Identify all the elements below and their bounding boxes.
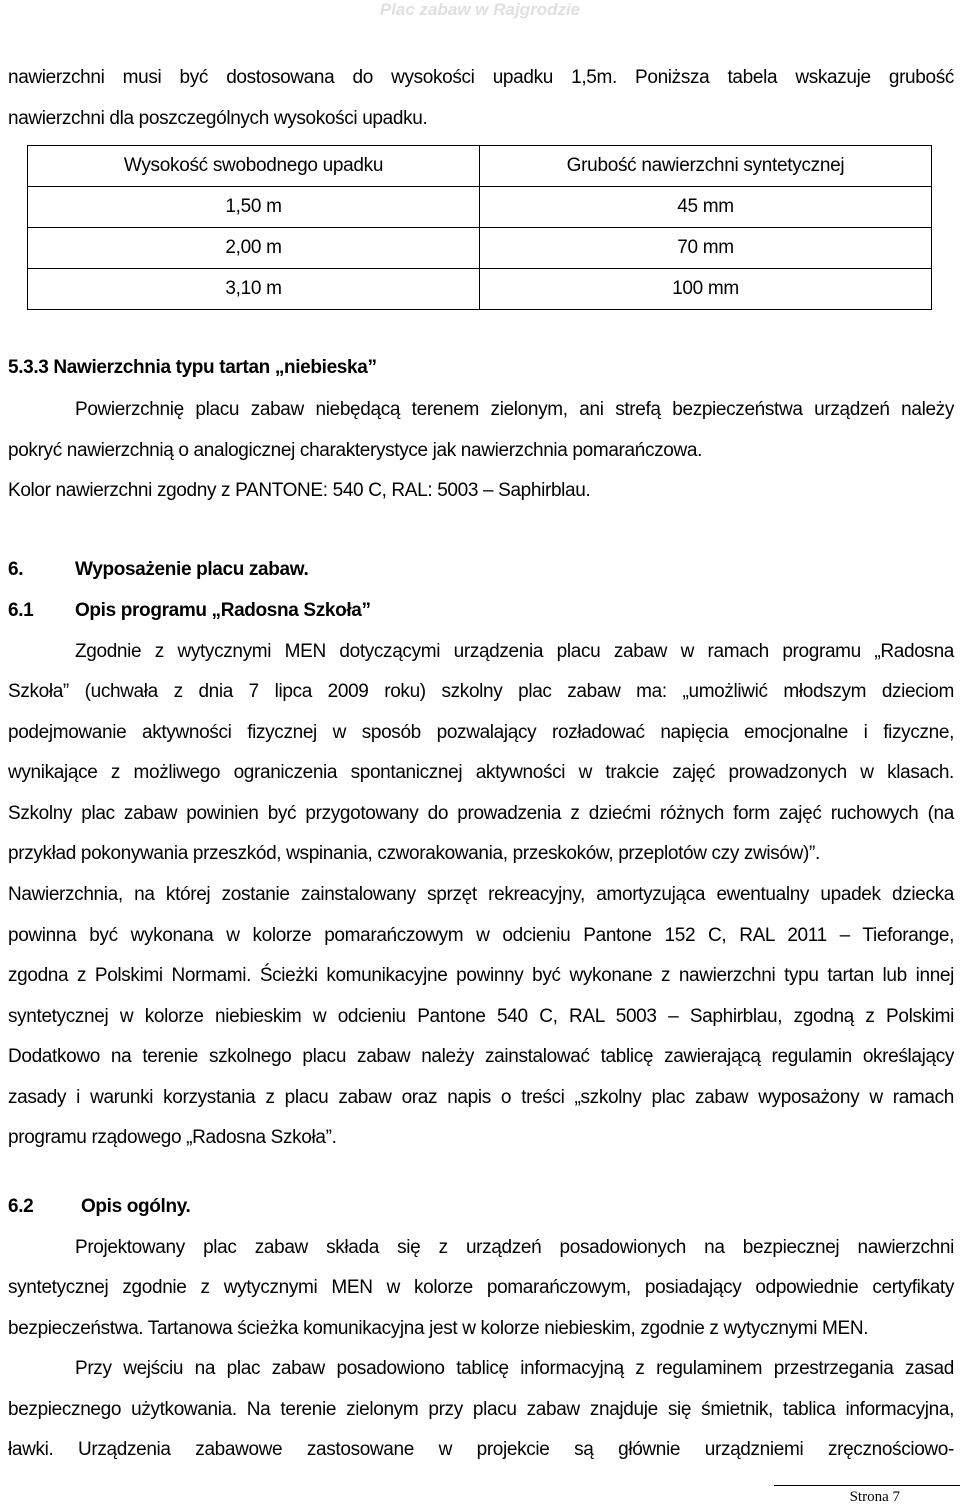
section-6-2-number: 6.2 xyxy=(8,1196,34,1217)
section-6-1-line: Zgodnie z wytycznymi MEN dotyczącymi urządzenia placu zabaw w ramach programu „Radosna xyxy=(75,641,954,662)
section-6-title: Wyposażenie placu zabaw. xyxy=(75,559,309,580)
section-6-1-line: podejmowanie aktywności fizycznej w sposób pozwalający rozładować napięcia emocjonalne i fizyczne, xyxy=(8,722,954,743)
table-cell: 2,00 m xyxy=(28,228,480,269)
section-6-number: 6. xyxy=(8,559,24,580)
table-row xyxy=(28,228,932,269)
section-5-3-3-line-1: Powierzchnię placu zabaw niebędącą terenem zielonym, ani strefą bezpieczeństwa urządzeń należy xyxy=(75,399,954,420)
section-6-2-heading xyxy=(8,1186,954,1227)
section-6-1-line: Szkolny plac zabaw powinien być przygotowany do prowadzenia z dziećmi różnych form zajęć ruchowych (na xyxy=(8,803,954,824)
table-cell: 45 mm xyxy=(480,187,932,228)
section-6-2-title: Opis ogólny. xyxy=(81,1196,191,1217)
section-5-3-3-line-2: pokryć nawierzchnią o analogicznej charakterystyce jak nawierzchnia pomarańczowa. xyxy=(8,440,703,461)
section-5-3-3-heading: 5.3.3 Nawierzchnia typu tartan „niebieska” xyxy=(8,357,377,378)
section-6-1-title: Opis programu „Radosna Szkoła” xyxy=(75,600,371,621)
page-number: Strona 7 xyxy=(849,1489,900,1505)
table-header-row xyxy=(28,146,932,187)
section-6-2-line: Projektowany plac zabaw składa się z urządzeń posadowionych na bezpiecznej nawierzchni xyxy=(75,1237,954,1258)
section-6-1-line: wynikające z możliwego ograniczenia spontanicznej aktywności w trakcie zajęć prowadzonych w klasach. xyxy=(8,762,954,783)
table-row xyxy=(28,187,932,228)
section-6-1-line: Szkoła” (uchwała z dnia 7 lipca 2009 roku) szkolny plac zabaw ma: „umożliwić młodszym dzieciom xyxy=(8,681,954,702)
section-6-1-line: zgodna z Polskimi Normami. Ścieżki komunikacyjne powinny być wykonane z nawierzchni typu tartan lub innej xyxy=(8,965,954,986)
section-6-1-number: 6.1 xyxy=(8,600,34,621)
section-6-2-line: bezpiecznego użytkowania. Na terenie zielonym przy placu zabaw znajduje się śmietnik, tablica informacyjna, xyxy=(8,1399,954,1420)
intro-line-2: nawierzchni dla poszczególnych wysokości upadku. xyxy=(8,108,428,129)
section-6-1-line: programu rządowego „Radosna Szkoła”. xyxy=(8,1127,337,1148)
table-row xyxy=(28,269,932,310)
table-header-cell: Wysokość swobodnego upadku xyxy=(28,146,480,187)
section-6-1-line: Dodatkowo na terenie szkolnego placu zabaw należy zainstalować tablicę zawierającą regulamin określający xyxy=(8,1046,954,1067)
footer-divider xyxy=(774,1485,960,1486)
running-header: Plac zabaw w Rajgrodzie xyxy=(379,0,581,19)
section-6-2-line: Przy wejściu na plac zabaw posadowiono tablicę informacyjną z regulaminem przestrzegania zasad xyxy=(75,1358,954,1379)
section-6-1-line: Nawierzchnia, na której zostanie zainstalowany sprzęt rekreacyjny, amortyzująca ewentualny upadek dziecka xyxy=(8,884,954,905)
section-6-1-line: zasady i warunki korzystania z placu zabaw oraz napis o treści „szkolny plac zabaw wyposażony w ramach xyxy=(8,1087,954,1108)
section-6-1-line: syntetycznej w kolorze niebieskim w odcieniu Pantone 540 C, RAL 5003 – Saphirblau, zgodną z Polskimi xyxy=(8,1006,954,1027)
section-6-heading xyxy=(8,549,954,590)
section-5-3-3-line-3: Kolor nawierzchni zgodny z PANTONE: 540 C, RAL: 5003 – Saphirblau. xyxy=(8,480,591,501)
table-header-cell: Grubość nawierzchni syntetycznej xyxy=(480,146,932,187)
section-6-1-heading xyxy=(8,590,954,631)
section-6-2-line: syntetycznej zgodnie z wytycznymi MEN w kolorze pomarańczowym, posiadający odpowiednie certyfikaty xyxy=(8,1277,954,1298)
table-cell: 70 mm xyxy=(480,228,932,269)
section-6-2-line: bezpieczeństwa. Tartanowa ścieżka komunikacyjna jest w kolorze niebieskim, zgodnie z wytycznymi MEN. xyxy=(8,1318,869,1339)
section-6-1-line: przykład pokonywania przeszkód, wspinania, czworakowania, przeskoków, przeplotów czy zwisów)”. xyxy=(8,843,820,864)
table-cell: 1,50 m xyxy=(28,187,480,228)
intro-line-1: nawierzchni musi być dostosowana do wysokości upadku 1,5m. Poniższa tabela wskazuje grubość xyxy=(8,67,954,88)
surface-thickness-table xyxy=(27,145,932,310)
section-6-1-line: powinna być wykonana w kolorze pomarańczowym w odcieniu Pantone 152 C, RAL 2011 – Tieforange, xyxy=(8,925,954,946)
table-cell: 3,10 m xyxy=(28,269,480,310)
section-6-2-line: ławki. Urządzenia zabawowe zastosowane w projekcie są głównie urządzniemi zręcznościowo- xyxy=(8,1439,954,1460)
table-cell: 100 mm xyxy=(480,269,932,310)
